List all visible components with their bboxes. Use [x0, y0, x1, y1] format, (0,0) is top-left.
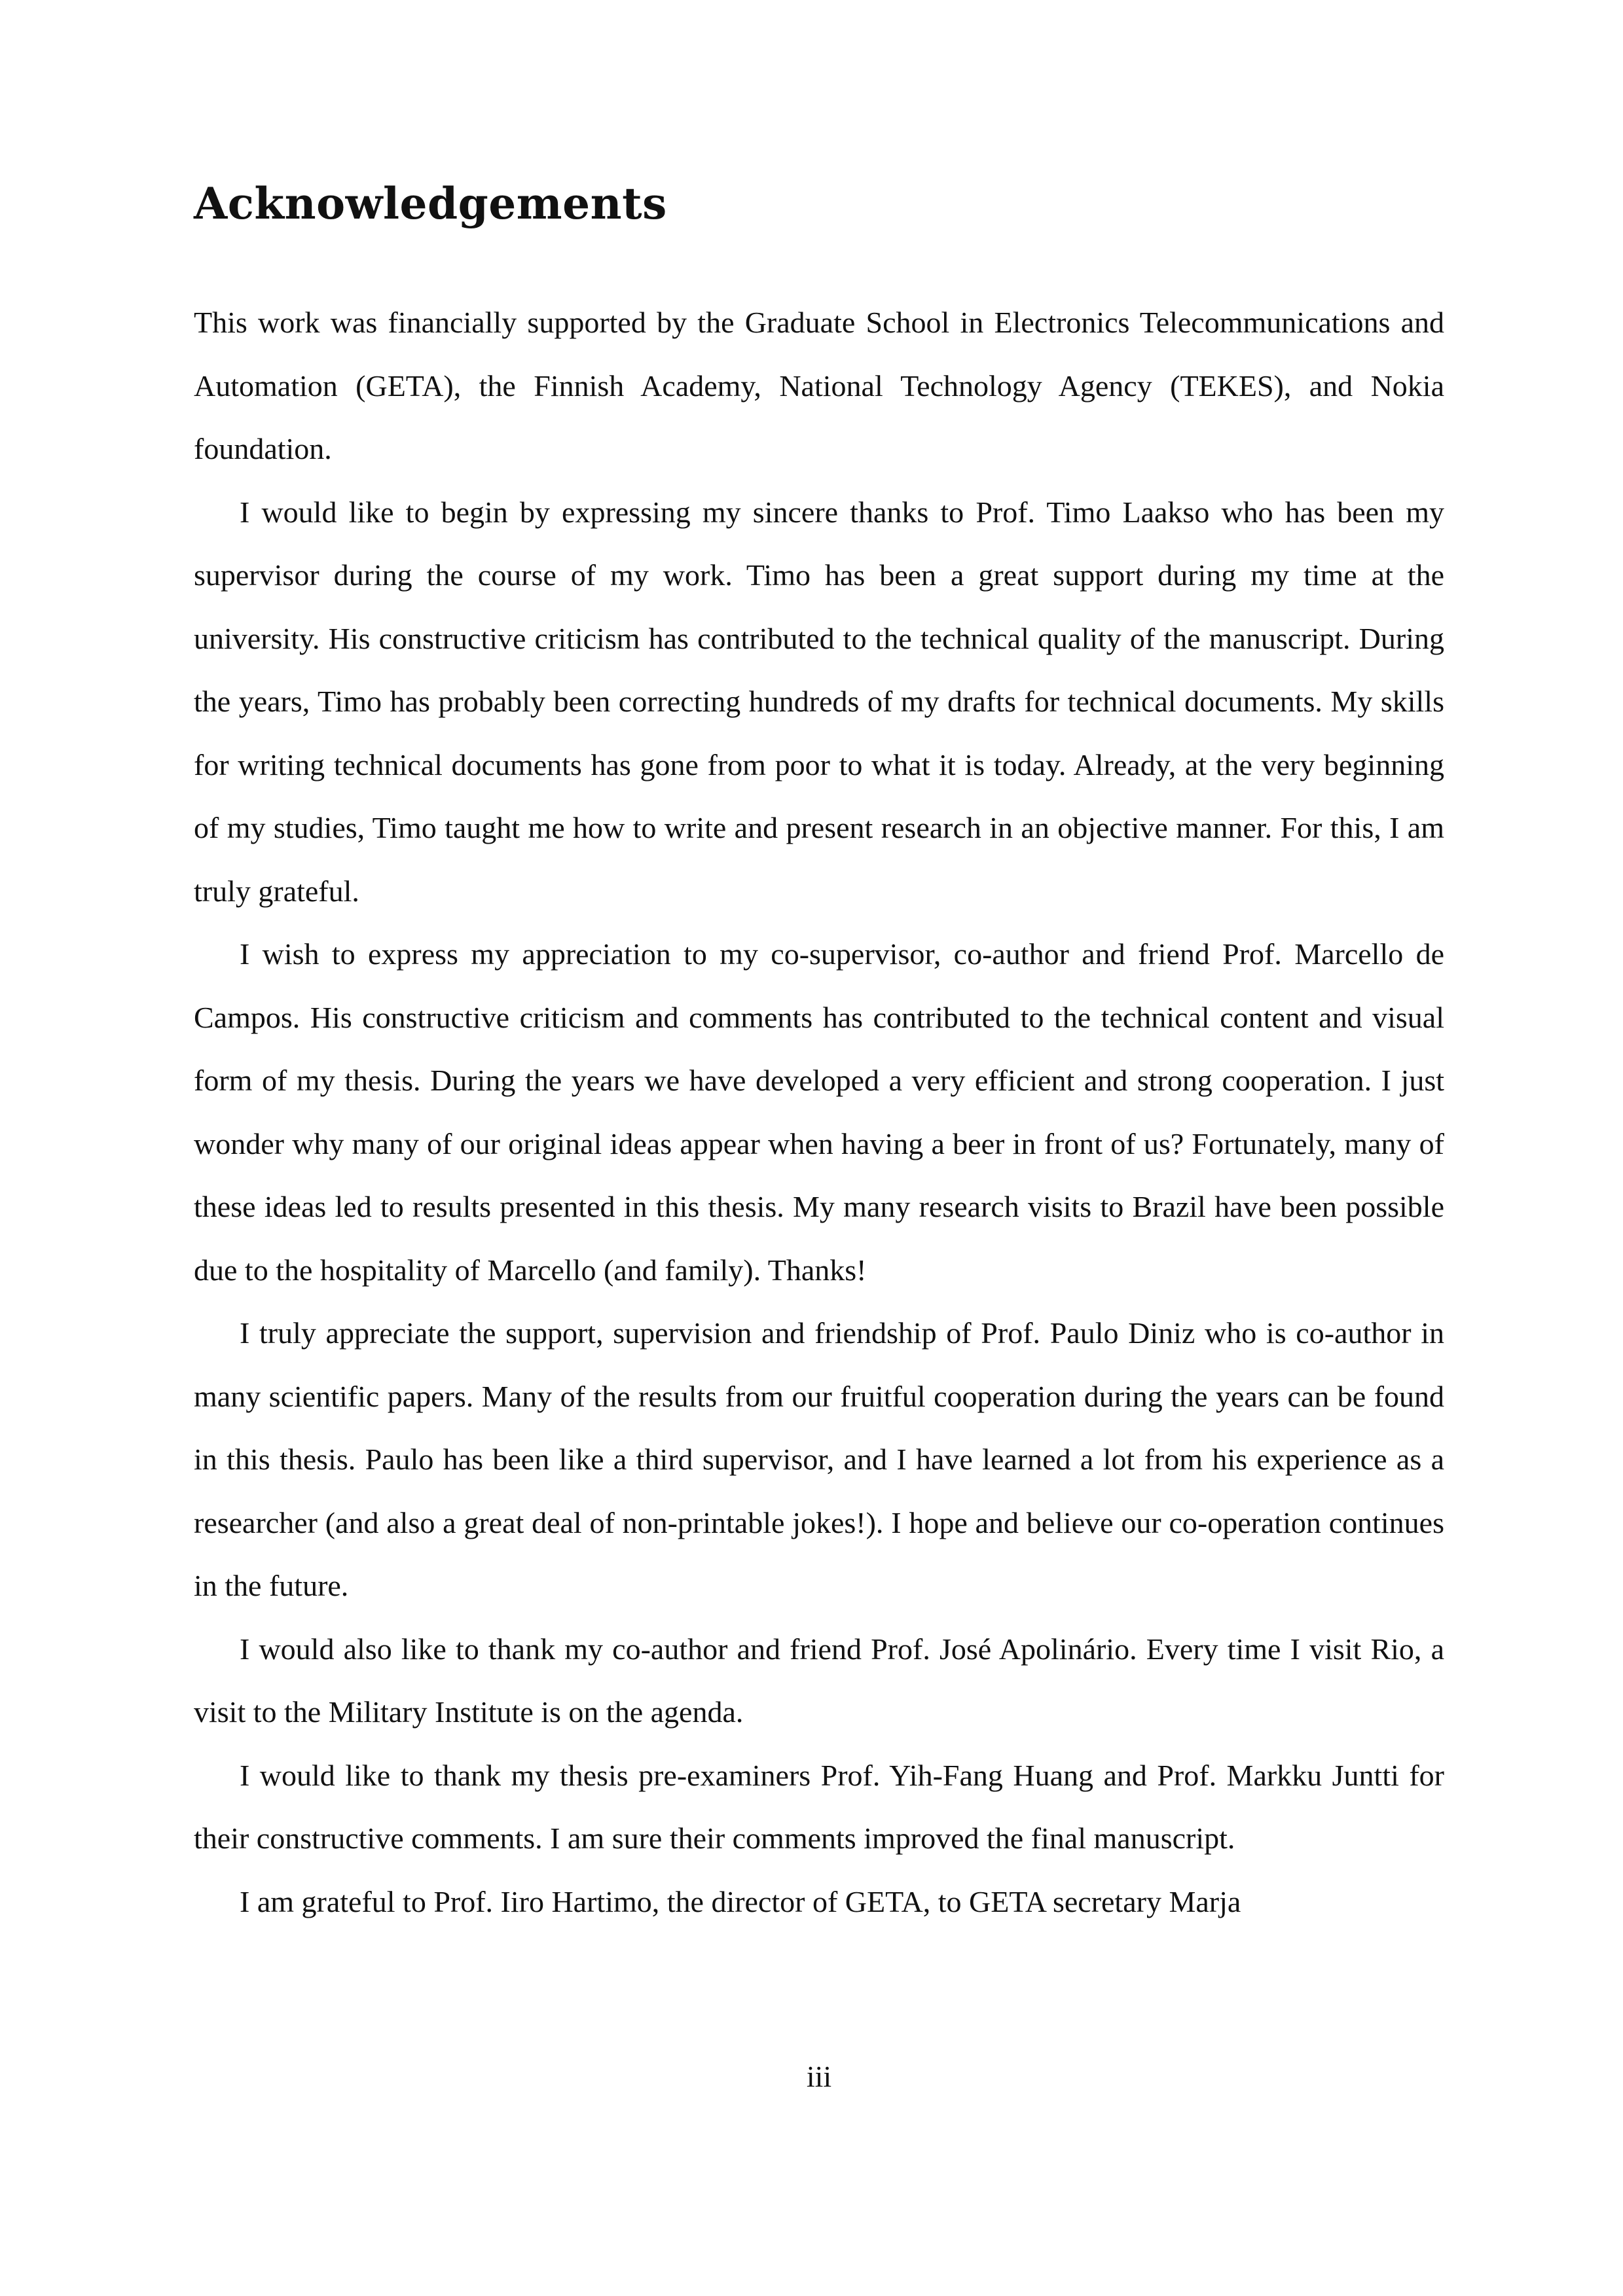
paragraph-co-author-apolinario: I would also like to thank my co-author and friend Prof. José Apolinário. Every time I visit Rio, a visit to the Military Institute is on the agenda. [194, 1632, 1444, 1729]
paragraph-funding: This work was financially supported by the Graduate School in Electronics Telecommunications and Automation (GETA), the Finnish Academy, National Technology Agency (TEKES), and Nokia foundation. [194, 306, 1444, 465]
paragraph-pre-examiners: I would like to thank my thesis pre-examiners Prof. Yih-Fang Huang and Prof. Markku Juntti for their constructive comments. I am sure their comments improved the final manuscript. [194, 1758, 1444, 1855]
paragraph-supervisor: I would like to begin by expressing my sincere thanks to Prof. Timo Laakso who has been my supervisor during the course of my work. Timo has been a great support during my time at the university. His constructive criticism has contributed to the technical quality of the manuscript. During the years, Timo has probably been correcting hundreds of my drafts for technical documents. My skills for writing technical documents has gone from poor to what it is today. Already, at the very beginning of my studies, Timo taught me how to write and present research in an objective manner. For this, I am truly grateful. [194, 495, 1444, 908]
paragraph-co-supervisor: I wish to express my appreciation to my co-supervisor, co-author and friend Prof. Marcello de Campos. His constructive criticism and comments has contributed to the technical content and visual form of my thesis. During the years we have developed a very efficient and strong cooperation. I just wonder why many of our original ideas appear when having a beer in front of us? Fortunately, many of these ideas led to results presented in this thesis. My many research visits to Brazil have been possible due to the hospitality of Marcello (and family). Thanks! [194, 937, 1444, 1287]
body-text [194, 291, 1444, 1933]
section-heading: Acknowledgements [194, 178, 667, 229]
page-number: iii [806, 2060, 832, 2093]
paragraph-co-author-diniz: I truly appreciate the support, supervision and friendship of Prof. Paulo Diniz who is co-author in many scientific papers. Many of the results from our fruitful cooperation during the years can be found in this thesis. Paulo has been like a third supervisor, and I have learned a lot from his experience as a researcher (and also a great deal of non-printable jokes!). I hope and believe our co-operation continues in the future. [194, 1316, 1444, 1602]
document-page [194, 0, 1444, 2296]
paragraph-geta: I am grateful to Prof. Iiro Hartimo, the director of GETA, to GETA secretary Marja [240, 1884, 1241, 1918]
